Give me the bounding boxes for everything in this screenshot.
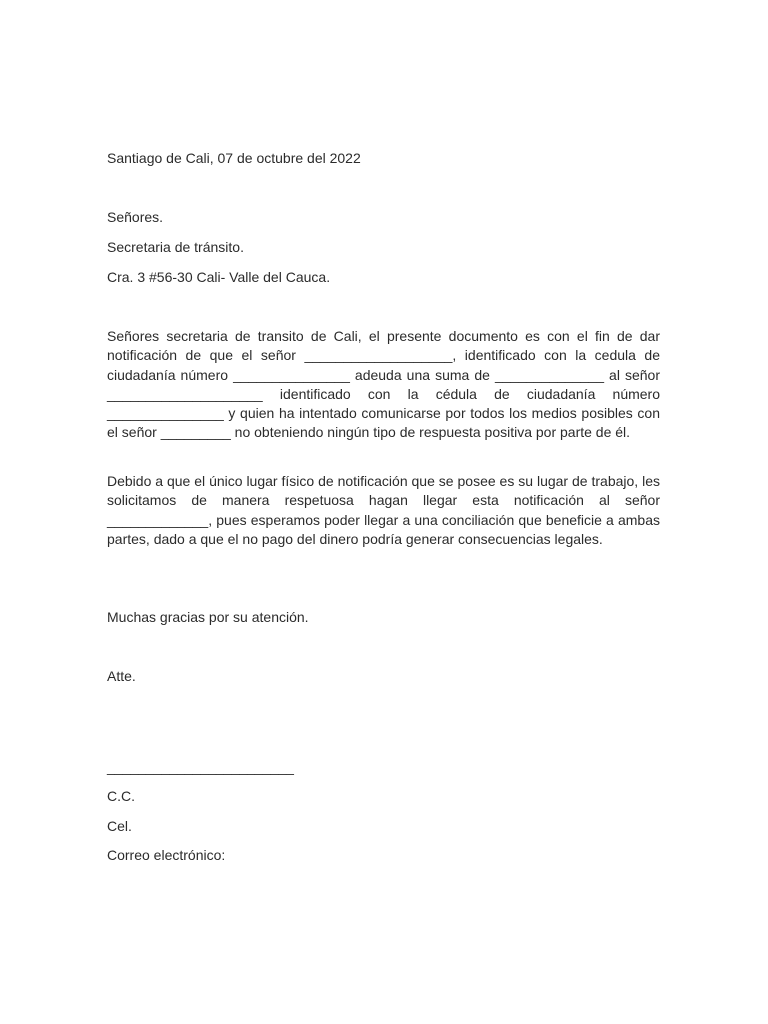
- body-paragraph-1: Señores secretaria de transito de Cali, el presente documento es con el fin de dar notificación de que el señor ___________________, identificado con la cedula de ciudadanía número _______________ adeuda una suma de ______________ al señor ____________________ identificado con la cédula de ciudadanía número _______________ y quien ha intentado comunicarse por todos los medios posibles con el señor _________ no obteniendo ningún tipo de respuesta positiva por parte de él.: [107, 328, 660, 441]
- body-paragraph-2: Debido a que el único lugar físico de notificación que se posee es su lugar de trabajo, les solicitamos de manera respetuosa hagan llegar esta notificación al señor _____________, pues esperamos poder llegar a una conciliación que beneficie a ambas partes, dado a que el no pago del dinero podría generar consecuencias legales.: [107, 473, 660, 547]
- recipient-address: Cra. 3 #56-30 Cali- Valle del Cauca.: [107, 269, 331, 285]
- date-line: Santiago de Cali, 07 de octubre del 2022: [107, 150, 361, 166]
- recipient-salutation: Señores.: [107, 209, 164, 225]
- recipient-office: Secretaria de tránsito.: [107, 239, 244, 255]
- closing-thanks: Muchas gracias por su atención.: [107, 609, 309, 625]
- closing-sign-off: Atte.: [107, 668, 136, 684]
- signature-id-label: C.C.: [107, 788, 135, 804]
- signature-line: ________________________: [107, 759, 294, 775]
- signature-email-label: Correo electrónico:: [107, 847, 226, 863]
- signature-phone-label: Cel.: [107, 818, 132, 834]
